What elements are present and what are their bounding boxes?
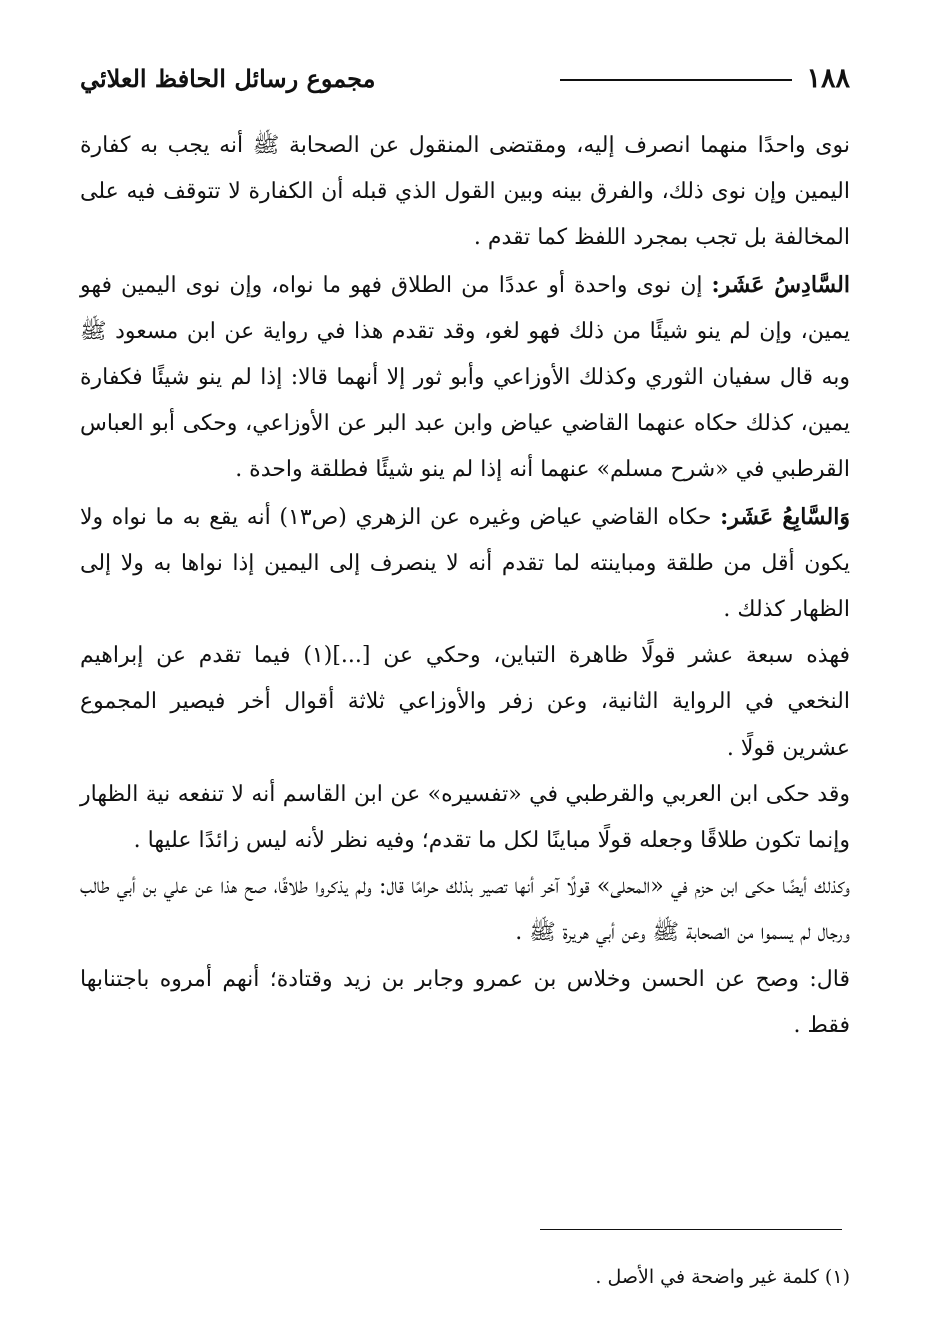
paragraph-2: [80, 262, 850, 494]
footnote-rule: [540, 1229, 842, 1230]
section-term-sixteenth: السَّادِسُ عَشَر:: [711, 271, 850, 298]
body-text: [80, 123, 850, 1049]
footnote: (١) كلمة غير واضحة في الأصل .: [595, 1266, 850, 1288]
paragraph-7: قال: وصح عن الحسن وخلاس بن عمرو وجابر بن زيد وقتادة؛ أنهم أمروه باجتنابها فقط .: [80, 966, 850, 1038]
header-rule: [560, 79, 792, 81]
page-number: ١٨٨: [806, 63, 850, 94]
section-term-seventeenth: وَالسَّابِعُ عَشَر:: [720, 503, 850, 530]
running-header: [80, 62, 850, 98]
paragraph-3: [80, 494, 850, 634]
paragraph-2-text: إن نوى واحدة أو عددًا من الطلاق فهو ما نواه، وإن نوى اليمين فهو يمين، وإن لم ينو شيئًا من ذلك فهو لغو، وقد تقدم هذا في رواية عن ابن مسعود ﷺ وبه قال سفيان الثوري وكذلك الأوزاعي وأبو ثور إلا أنهما قالا: إذا لم ينو شيئًا فكفارة يمين، كذلك حكاه عنهما القاضي عياض وابن عبد البر عن الأوزاعي، وحكى أبو العباس القرطبي في «شرح مسلم» عنهما أنه إذا لم ينو شيئًا فطلقة واحدة .: [80, 272, 850, 483]
paragraph-1: نوى واحدًا منهما انصرف إليه، ومقتضى المنقول عن الصحابة ﷺ أنه يجب به كفارة اليمين وإن نوى ذلك، والفرق بينه وبين القول الذي قبله أن الكفارة لا تتوقف فيه على المخالفة بل تجب بمجرد اللفظ كما تقدم .: [80, 133, 850, 251]
book-title: مجموع رسائل الحافظ العلائي: [80, 64, 376, 93]
paragraph-3-text: حكاه القاضي عياض وغيره عن الزهري (ص١٣) أنه يقع به ما نواه ولا يكون أقل من طلقة ومباينته لما تقدم أنه لا ينصرف إلى اليمين إذا نواها به ولا إلى الظهار كذلك .: [80, 504, 850, 623]
paragraph-5: وقد حكى ابن العربي والقرطبي في «تفسيره» عن ابن القاسم أنه لا تنفعه نية الظهار وإنما تكون طلاقًا وجعله قولًا مباينًا لكل ما تقدم؛ وفيه نظر لأنه ليس زائدًا عليها .: [80, 781, 850, 854]
paragraph-6: وكذلك أيضًا حكى ابن حزم في «المحلى» قولًا آخر أنها تصير بذلك حرامًا قال: ولم يذكروا طلاقًا، صح هذا عن علي بن أبي طالب ورجال لم يسموا من الصحابة ﷺ وعن أبي هريرة ﷺ .: [80, 874, 850, 946]
paragraph-4: فهذه سبعة عشر قولًا ظاهرة التباين، وحكي عن [...](١) فيما تقدم عن إبراهيم النخعي في الرواية الثانية، وعن زفر والأوزاعي ثلاثة أقوال أخر فيصير المجموع عشرين قولًا .: [80, 643, 850, 761]
